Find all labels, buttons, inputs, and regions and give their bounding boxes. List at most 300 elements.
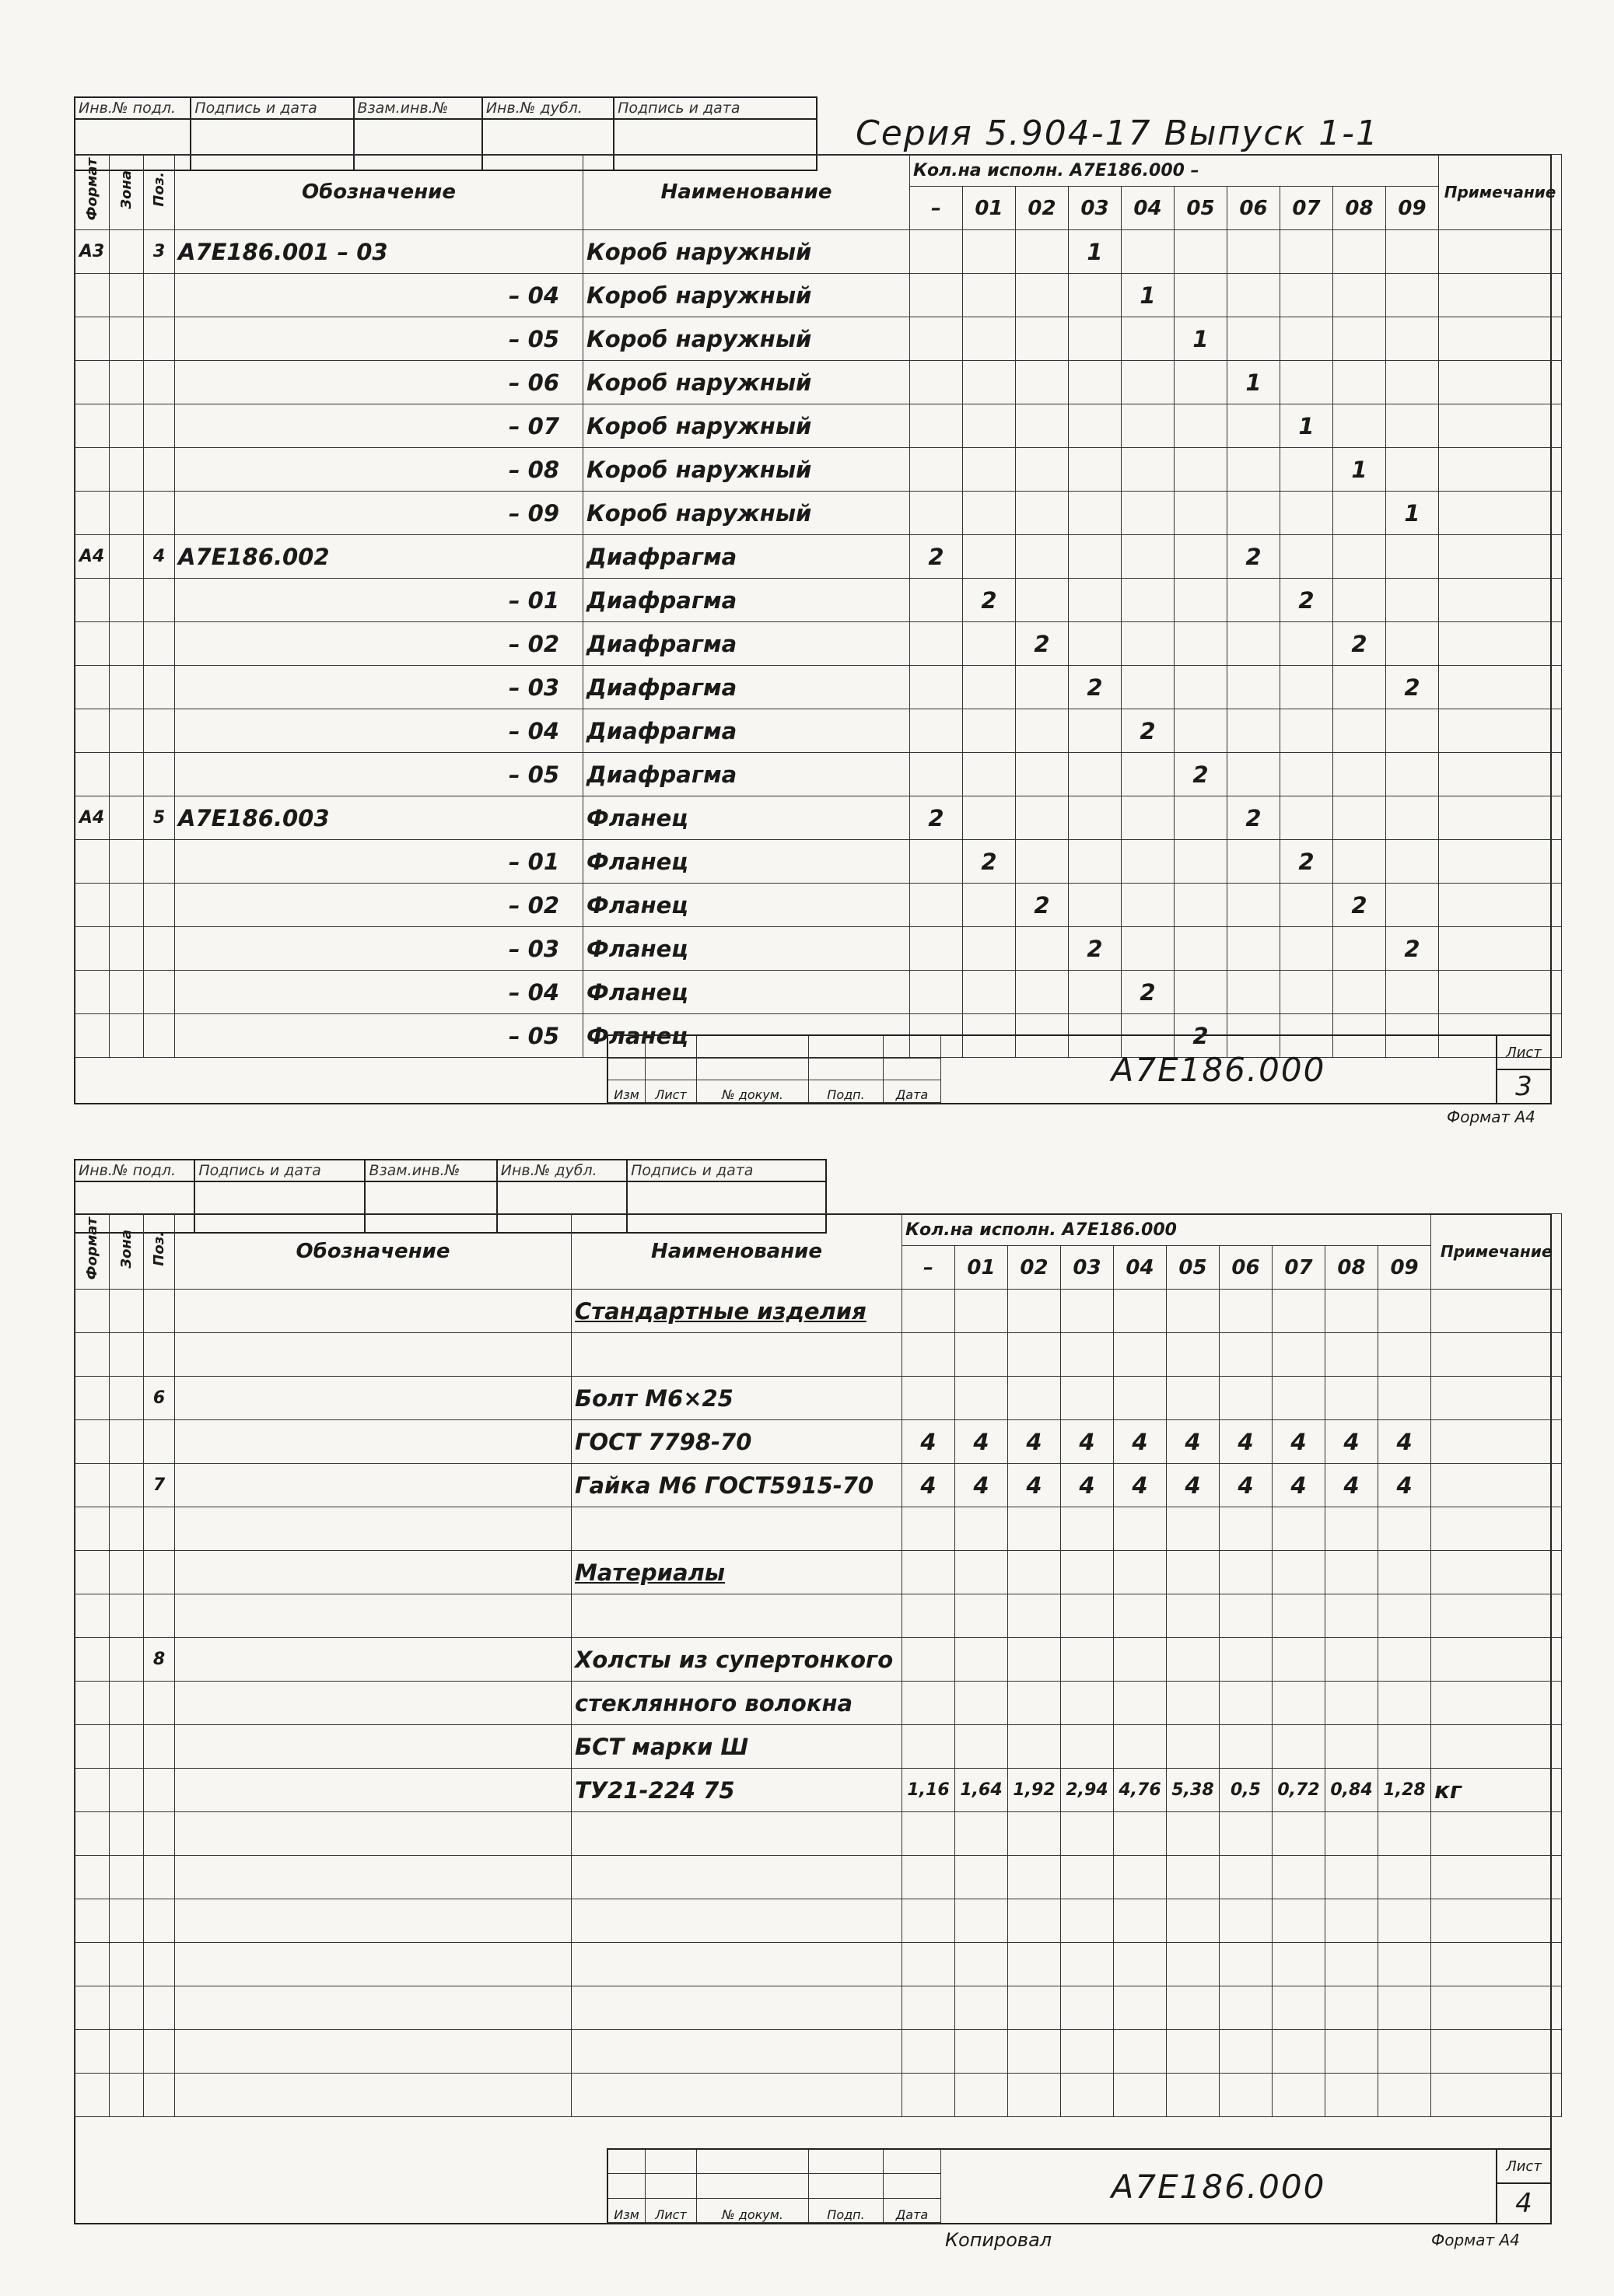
- qty-cell: [1122, 796, 1175, 840]
- qty-cell: [1069, 404, 1122, 448]
- note-cell: [1439, 535, 1562, 579]
- qty-cell: [1016, 971, 1069, 1014]
- qty-cell: [1378, 2074, 1431, 2117]
- zone-cell: [110, 274, 144, 317]
- note-cell: [1431, 1420, 1562, 1464]
- qty-cell: 1: [1386, 492, 1439, 535]
- qty-cell: [1220, 1377, 1273, 1420]
- designation-cell: [175, 1420, 572, 1464]
- header-variant: 03: [1061, 1246, 1114, 1290]
- qty-cell: [1227, 622, 1280, 666]
- qty-cell: [1175, 971, 1227, 1014]
- qty-cell: [1016, 535, 1069, 579]
- qty-cell: [1333, 927, 1386, 971]
- table-row: [75, 796, 1562, 840]
- qty-cell: [1008, 1290, 1061, 1333]
- qty-cell: [1325, 1856, 1378, 1899]
- qty-cell: [1227, 230, 1280, 274]
- header-variant: 09: [1386, 187, 1439, 230]
- zone-cell: [110, 1899, 144, 1943]
- name-cell: Короб наружный: [583, 404, 910, 448]
- format-cell: [75, 1464, 110, 1507]
- qty-cell: 2: [1175, 1014, 1227, 1058]
- qty-cell: [1386, 753, 1439, 796]
- designation-cell: – 05: [175, 317, 583, 361]
- qty-cell: [1325, 1333, 1378, 1377]
- qty-cell: [902, 1856, 955, 1899]
- titleblock-label: Дата: [884, 2199, 941, 2223]
- table-row: [75, 1377, 1562, 1420]
- qty-cell: [1061, 1812, 1114, 1856]
- titleblock-cell: [608, 2150, 646, 2174]
- qty-cell: [1016, 274, 1069, 317]
- qty-cell: [1167, 1812, 1220, 1856]
- qty-cell: [902, 1725, 955, 1769]
- qty-cell: [1280, 361, 1333, 404]
- name-cell: ГОСТ 7798-70: [572, 1420, 902, 1464]
- format-cell: [75, 317, 110, 361]
- qty-cell: [1333, 317, 1386, 361]
- qty-cell: [1378, 1812, 1431, 1856]
- pos-cell: [144, 1507, 175, 1551]
- zone-cell: [110, 2030, 144, 2074]
- qty-cell: [963, 927, 1016, 971]
- qty-cell: [1016, 361, 1069, 404]
- name-cell: [572, 1507, 902, 1551]
- qty-cell: 4: [1061, 1464, 1114, 1507]
- qty-cell: [910, 753, 963, 796]
- format-cell: [75, 1856, 110, 1899]
- qty-cell: [1273, 1682, 1325, 1725]
- qty-cell: [955, 1856, 1008, 1899]
- qty-cell: [1273, 2074, 1325, 2117]
- qty-cell: [1114, 1507, 1167, 1551]
- qty-cell: [902, 1986, 955, 2030]
- qty-cell: [1016, 709, 1069, 753]
- note-cell: [1431, 1812, 1562, 1856]
- zone-cell: [110, 1551, 144, 1594]
- qty-cell: [1114, 1812, 1167, 1856]
- qty-cell: [1114, 1551, 1167, 1594]
- qty-cell: [1220, 2074, 1273, 2117]
- qty-cell: [1378, 1290, 1431, 1333]
- qty-cell: [1280, 274, 1333, 317]
- qty-cell: [1220, 1594, 1273, 1638]
- qty-cell: 2: [1122, 709, 1175, 753]
- qty-cell: [1220, 1812, 1273, 1856]
- qty-cell: [1008, 1856, 1061, 1899]
- designation-cell: [175, 1856, 572, 1899]
- table-row: [75, 1986, 1562, 2030]
- table-row: [75, 1464, 1562, 1507]
- qty-cell: [1167, 2074, 1220, 2117]
- designation-cell: [175, 1464, 572, 1507]
- qty-cell: [1016, 404, 1069, 448]
- zone-cell: [110, 622, 144, 666]
- name-cell: [572, 1943, 902, 1986]
- qty-cell: [1122, 666, 1175, 709]
- qty-cell: [955, 1290, 1008, 1333]
- name-cell: Материалы: [572, 1551, 902, 1594]
- note-cell: [1439, 230, 1562, 274]
- qty-cell: [1122, 230, 1175, 274]
- designation-cell: А7Е186.002: [175, 535, 583, 579]
- header-variant: 08: [1325, 1246, 1378, 1290]
- name-cell: Гайка М6 ГОСТ5915-70: [572, 1464, 902, 1507]
- qty-cell: [1220, 1638, 1273, 1682]
- qty-cell: [902, 1682, 955, 1725]
- qty-cell: [1227, 448, 1280, 492]
- qty-cell: [1167, 1638, 1220, 1682]
- titleblock-cell: [697, 2174, 809, 2198]
- qty-cell: [1280, 448, 1333, 492]
- qty-cell: [1378, 1725, 1431, 1769]
- note-cell: [1439, 709, 1562, 753]
- titleblock-cell: [646, 2150, 697, 2174]
- header-qty-group: Кол.на исполн. А7Е186.000: [902, 1214, 1431, 1246]
- titleblock-grid: [608, 1036, 941, 1103]
- qty-cell: [1114, 1682, 1167, 1725]
- qty-cell: 2: [1016, 622, 1069, 666]
- qty-cell: [1167, 1507, 1220, 1551]
- qty-cell: [1333, 579, 1386, 622]
- qty-cell: [1378, 1856, 1431, 1899]
- qty-cell: [1280, 230, 1333, 274]
- qty-cell: [1008, 1725, 1061, 1769]
- table-row: [75, 535, 1562, 579]
- designation-cell: [175, 2074, 572, 2117]
- qty-cell: [1378, 1377, 1431, 1420]
- table-row: [75, 1856, 1562, 1899]
- table-row: [75, 1507, 1562, 1551]
- table-row: [75, 1333, 1562, 1377]
- note-cell: [1439, 404, 1562, 448]
- titleblock-cell: [608, 1036, 646, 1059]
- qty-cell: [1016, 927, 1069, 971]
- pos-cell: [144, 317, 175, 361]
- designation-cell: – 03: [175, 666, 583, 709]
- qty-cell: 1: [1175, 317, 1227, 361]
- titleblock-cell: [608, 1059, 646, 1081]
- qty-cell: [955, 2030, 1008, 2074]
- qty-cell: [910, 448, 963, 492]
- name-cell: Фланец: [583, 884, 910, 927]
- qty-cell: [1122, 492, 1175, 535]
- zone-cell: [110, 666, 144, 709]
- table-row: [75, 361, 1562, 404]
- pos-cell: [144, 1420, 175, 1464]
- qty-cell: [955, 1551, 1008, 1594]
- header-format: Формат: [75, 1214, 110, 1290]
- qty-cell: [1378, 2030, 1431, 2074]
- table-row: [75, 2030, 1562, 2074]
- qty-cell: [1273, 1551, 1325, 1594]
- name-cell: Стандартные изделия: [572, 1290, 902, 1333]
- qty-cell: [1220, 1290, 1273, 1333]
- note-cell: [1439, 884, 1562, 927]
- qty-cell: 4: [1114, 1464, 1167, 1507]
- format-cell: [75, 1290, 110, 1333]
- note-cell: [1439, 317, 1562, 361]
- qty-cell: [1280, 535, 1333, 579]
- qty-cell: [1220, 1682, 1273, 1725]
- qty-cell: [1167, 1551, 1220, 1594]
- qty-cell: [1386, 535, 1439, 579]
- qty-cell: [1378, 1682, 1431, 1725]
- qty-cell: [1333, 404, 1386, 448]
- qty-cell: [1122, 535, 1175, 579]
- qty-cell: [963, 796, 1016, 840]
- qty-cell: [1008, 1594, 1061, 1638]
- zone-cell: [110, 1812, 144, 1856]
- pos-cell: 4: [144, 535, 175, 579]
- page1-spec-table: [74, 154, 1562, 1058]
- designation-cell: – 05: [175, 1014, 583, 1058]
- qty-cell: [963, 884, 1016, 927]
- designation-cell: – 02: [175, 622, 583, 666]
- pos-cell: [144, 840, 175, 884]
- sheet-label: Лист: [1497, 1036, 1550, 1070]
- name-cell: [572, 2074, 902, 2117]
- note-cell: [1431, 1899, 1562, 1943]
- stamp-label: Подпись и дата: [618, 100, 740, 117]
- designation-cell: А7Е186.001 – 03: [175, 230, 583, 274]
- qty-cell: [910, 971, 963, 1014]
- name-cell: Болт М6×25: [572, 1377, 902, 1420]
- pos-cell: [144, 884, 175, 927]
- qty-cell: [1016, 317, 1069, 361]
- qty-cell: [1008, 1638, 1061, 1682]
- table-row: [75, 274, 1562, 317]
- qty-cell: 2,94: [1061, 1769, 1114, 1812]
- qty-cell: [1114, 1899, 1167, 1943]
- qty-cell: [963, 666, 1016, 709]
- format-label: Формат А4: [1431, 2231, 1520, 2249]
- format-cell: [75, 448, 110, 492]
- qty-cell: 2: [1227, 796, 1280, 840]
- qty-cell: [1280, 971, 1333, 1014]
- format-cell: [75, 1420, 110, 1464]
- pos-cell: [144, 1812, 175, 1856]
- qty-cell: [1069, 971, 1122, 1014]
- format-cell: [75, 1333, 110, 1377]
- pos-cell: [144, 1594, 175, 1638]
- qty-cell: [1069, 448, 1122, 492]
- qty-cell: [1227, 971, 1280, 1014]
- qty-cell: [955, 2074, 1008, 2117]
- qty-cell: [1227, 317, 1280, 361]
- qty-cell: [1008, 1943, 1061, 1986]
- pos-cell: [144, 1290, 175, 1333]
- pos-cell: [144, 2074, 175, 2117]
- qty-cell: [963, 492, 1016, 535]
- designation-cell: – 04: [175, 709, 583, 753]
- qty-cell: [1333, 492, 1386, 535]
- qty-cell: [1386, 230, 1439, 274]
- qty-cell: [1175, 579, 1227, 622]
- designation-cell: – 06: [175, 361, 583, 404]
- name-cell: Короб наружный: [583, 274, 910, 317]
- qty-cell: [910, 666, 963, 709]
- qty-cell: [902, 1899, 955, 1943]
- qty-cell: 4: [1220, 1464, 1273, 1507]
- qty-cell: 4: [1273, 1420, 1325, 1464]
- table-row: [75, 492, 1562, 535]
- qty-cell: 4: [1008, 1464, 1061, 1507]
- qty-cell: 4: [1167, 1420, 1220, 1464]
- qty-cell: [1280, 709, 1333, 753]
- qty-cell: [1378, 1899, 1431, 1943]
- qty-cell: [1069, 579, 1122, 622]
- name-cell: Фланец: [583, 927, 910, 971]
- qty-cell: [1069, 884, 1122, 927]
- qty-cell: [1122, 448, 1175, 492]
- header-variant: 02: [1016, 187, 1069, 230]
- qty-cell: [902, 1638, 955, 1682]
- pos-cell: [144, 1769, 175, 1812]
- qty-cell: 4: [1114, 1420, 1167, 1464]
- qty-cell: [1016, 840, 1069, 884]
- note-cell: [1439, 666, 1562, 709]
- zone-cell: [110, 1943, 144, 1986]
- titleblock-grid: [608, 2150, 941, 2223]
- qty-cell: [1122, 361, 1175, 404]
- qty-cell: [1227, 492, 1280, 535]
- name-cell: Фланец: [583, 971, 910, 1014]
- pos-cell: [144, 666, 175, 709]
- name-cell: Диафрагма: [583, 579, 910, 622]
- qty-cell: [1325, 1812, 1378, 1856]
- header-note: Примечание: [1439, 155, 1562, 230]
- designation-cell: [175, 1551, 572, 1594]
- table-row: [75, 1551, 1562, 1594]
- format-cell: [75, 666, 110, 709]
- note-cell: [1431, 1638, 1562, 1682]
- qty-cell: [910, 579, 963, 622]
- header-pos: Поз.: [144, 1214, 175, 1290]
- qty-cell: [1378, 1638, 1431, 1682]
- page2-spec-table: [74, 1213, 1562, 2117]
- qty-cell: [1016, 230, 1069, 274]
- table-row: [75, 2074, 1562, 2117]
- qty-cell: [1061, 1377, 1114, 1420]
- zone-cell: [110, 927, 144, 971]
- qty-cell: [1175, 666, 1227, 709]
- qty-cell: 0,72: [1273, 1769, 1325, 1812]
- qty-cell: [902, 1594, 955, 1638]
- document-code: А7Е186.000: [941, 2150, 1497, 2223]
- header-variant: 05: [1167, 1246, 1220, 1290]
- qty-cell: [963, 448, 1016, 492]
- qty-cell: [1220, 1899, 1273, 1943]
- qty-cell: [1386, 709, 1439, 753]
- titleblock-cell: [697, 1059, 809, 1081]
- qty-cell: [1167, 1856, 1220, 1899]
- qty-cell: [1016, 448, 1069, 492]
- qty-cell: [1061, 1943, 1114, 1986]
- qty-cell: [1122, 622, 1175, 666]
- qty-cell: [955, 1812, 1008, 1856]
- pos-cell: [144, 1333, 175, 1377]
- designation-cell: – 01: [175, 579, 583, 622]
- pos-cell: [144, 1899, 175, 1943]
- qty-cell: 4: [902, 1420, 955, 1464]
- note-cell: [1439, 753, 1562, 796]
- qty-cell: [1069, 796, 1122, 840]
- note-cell: [1431, 1986, 1562, 2030]
- qty-cell: [1273, 1986, 1325, 2030]
- titleblock-label: Лист: [646, 1080, 697, 1103]
- qty-cell: [1325, 1986, 1378, 2030]
- qty-cell: [910, 884, 963, 927]
- format-cell: [75, 1725, 110, 1769]
- qty-cell: [1061, 1899, 1114, 1943]
- format-cell: [75, 1594, 110, 1638]
- note-cell: [1431, 1594, 1562, 1638]
- qty-cell: [1167, 1986, 1220, 2030]
- qty-cell: [955, 1377, 1008, 1420]
- qty-cell: [1386, 579, 1439, 622]
- qty-cell: 1,16: [902, 1769, 955, 1812]
- qty-cell: 2: [910, 796, 963, 840]
- designation-cell: – 04: [175, 274, 583, 317]
- format-cell: [75, 579, 110, 622]
- pos-cell: [144, 492, 175, 535]
- qty-cell: 1,28: [1378, 1769, 1431, 1812]
- pos-cell: [144, 622, 175, 666]
- qty-cell: 2: [1333, 622, 1386, 666]
- qty-cell: [1061, 1290, 1114, 1333]
- qty-cell: [902, 1507, 955, 1551]
- format-cell: [75, 1943, 110, 1986]
- qty-cell: 4: [1378, 1464, 1431, 1507]
- qty-cell: [955, 1725, 1008, 1769]
- name-cell: Короб наружный: [583, 448, 910, 492]
- qty-cell: [955, 1899, 1008, 1943]
- note-cell: [1431, 1464, 1562, 1507]
- designation-cell: А7Е186.003: [175, 796, 583, 840]
- qty-cell: [1114, 2030, 1167, 2074]
- qty-cell: [963, 361, 1016, 404]
- sheet-number: 4: [1515, 2188, 1532, 2219]
- qty-cell: [910, 709, 963, 753]
- qty-cell: 1,92: [1008, 1769, 1061, 1812]
- titleblock-cell: [809, 1036, 884, 1059]
- zone-cell: [110, 361, 144, 404]
- name-cell: [572, 1333, 902, 1377]
- qty-cell: 2: [1227, 535, 1280, 579]
- qty-cell: [963, 404, 1016, 448]
- qty-cell: [1273, 1333, 1325, 1377]
- header-zone: Зона: [110, 155, 144, 230]
- zone-cell: [110, 884, 144, 927]
- qty-cell: 2: [1280, 579, 1333, 622]
- sheet-box: [1497, 1036, 1550, 1103]
- qty-cell: 2: [963, 579, 1016, 622]
- zone-cell: [110, 492, 144, 535]
- qty-cell: [1175, 840, 1227, 884]
- qty-cell: 1: [1227, 361, 1280, 404]
- titleblock-cell: [884, 1059, 941, 1081]
- sheet-box: [1497, 2150, 1550, 2223]
- qty-cell: [1114, 1638, 1167, 1682]
- table-row: [75, 971, 1562, 1014]
- format-cell: [75, 971, 110, 1014]
- qty-cell: [1175, 796, 1227, 840]
- qty-cell: [1378, 1943, 1431, 1986]
- titleblock-cell: [884, 2150, 941, 2174]
- zone-cell: [110, 971, 144, 1014]
